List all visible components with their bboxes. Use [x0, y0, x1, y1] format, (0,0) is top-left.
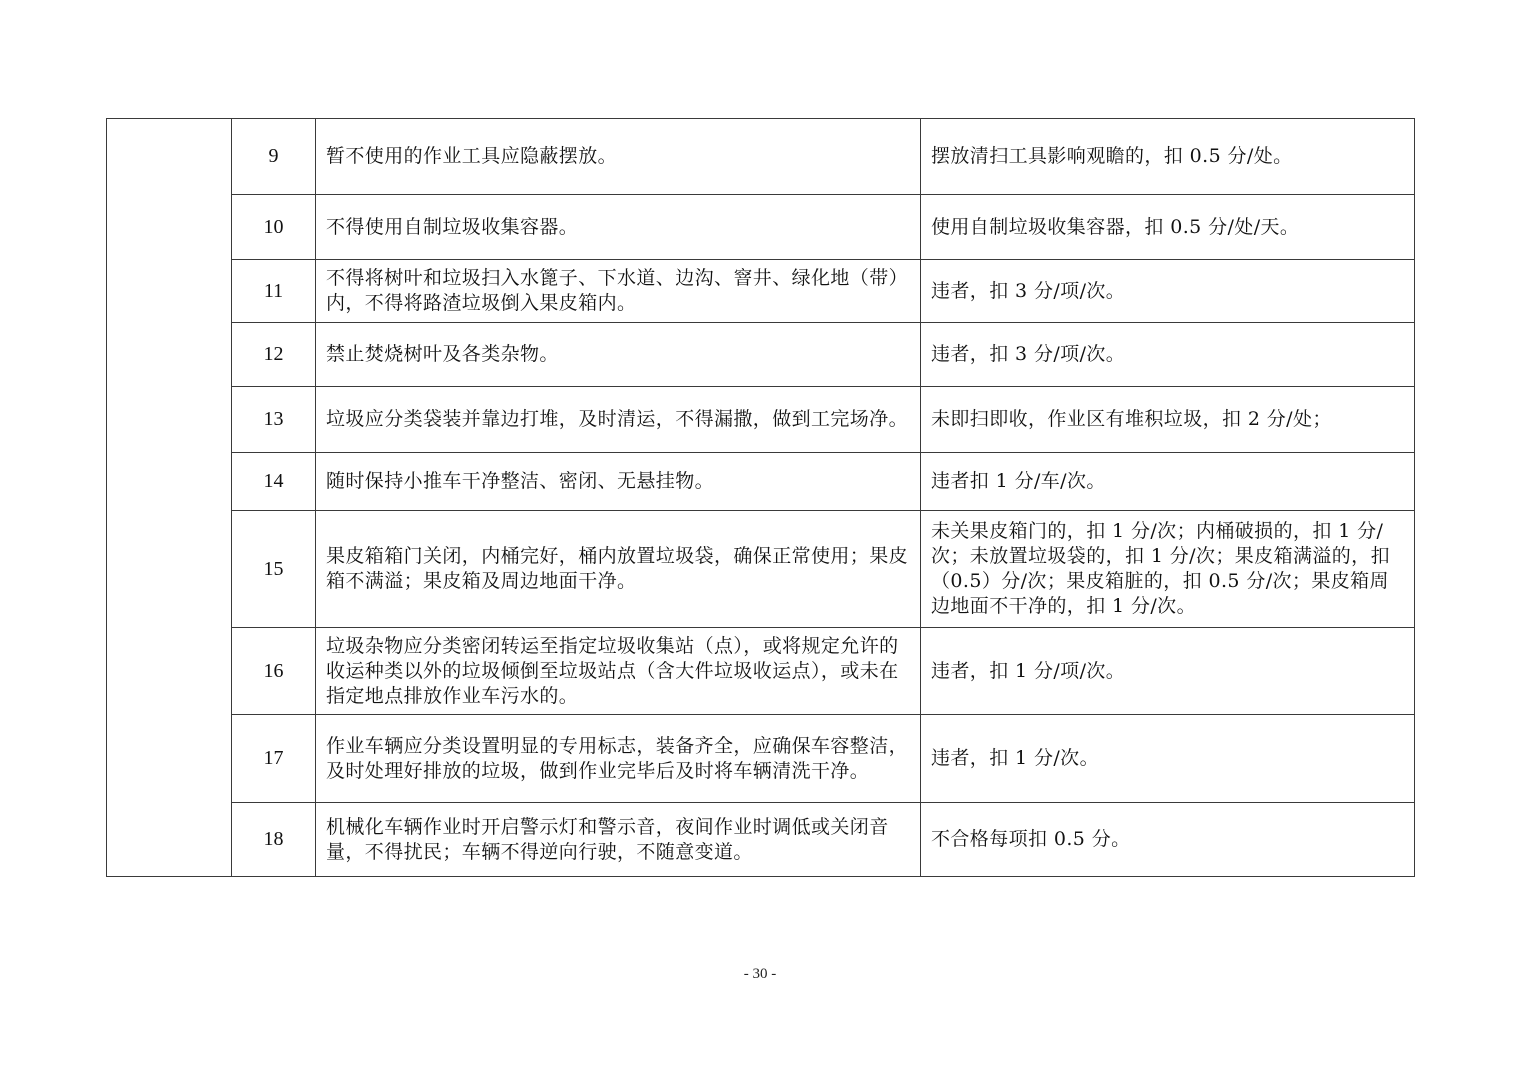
- table-row: [107, 119, 1415, 195]
- standards-table: [106, 118, 1415, 877]
- deduction-cell: 使用自制垃圾收集容器，扣 0.5 分/处/天。: [921, 195, 1415, 260]
- row-number: 12: [232, 323, 316, 387]
- requirement-cell: 机械化车辆作业时开启警示灯和警示音，夜间作业时调低或关闭音量，不得扰民；车辆不得逆向行驶，不随意变道。: [316, 803, 921, 877]
- requirement-cell: 不得将树叶和垃圾扫入水篦子、下水道、边沟、窨井、绿化地（带）内，不得将路渣垃圾倒入果皮箱内。: [316, 260, 921, 323]
- row-number: 18: [232, 803, 316, 877]
- table-row: [107, 628, 1415, 715]
- requirement-cell: 不得使用自制垃圾收集容器。: [316, 195, 921, 260]
- row-number: 10: [232, 195, 316, 260]
- table-row: [107, 323, 1415, 387]
- requirement-cell: 暂不使用的作业工具应隐蔽摆放。: [316, 119, 921, 195]
- table-row: [107, 387, 1415, 453]
- table-row: [107, 715, 1415, 803]
- table-row: [107, 511, 1415, 628]
- deduction-cell: 摆放清扫工具影响观瞻的，扣 0.5 分/处。: [921, 119, 1415, 195]
- row-number: 13: [232, 387, 316, 453]
- page-number: - 30 -: [743, 966, 777, 982]
- row-number: 9: [232, 119, 316, 195]
- deduction-cell: 违者，扣 3 分/项/次。: [921, 323, 1415, 387]
- requirement-cell: 作业车辆应分类设置明显的专用标志，装备齐全，应确保车容整洁，及时处理好排放的垃圾，做到作业完毕后及时将车辆清洗干净。: [316, 715, 921, 803]
- requirement-cell: 随时保持小推车干净整洁、密闭、无悬挂物。: [316, 453, 921, 511]
- deduction-cell: 未关果皮箱门的，扣 1 分/次；内桶破损的，扣 1 分/次；未放置垃圾袋的，扣 1 分/次；果皮箱满溢的，扣（0.5）分/次；果皮箱脏的，扣 0.5 分/次；果皮箱周边地面不干净的，扣 1 分/次。: [921, 511, 1415, 628]
- row-number: 15: [232, 511, 316, 628]
- deduction-cell: 违者，扣 1 分/项/次。: [921, 628, 1415, 715]
- requirement-cell: 禁止焚烧树叶及各类杂物。: [316, 323, 921, 387]
- requirement-cell: 垃圾杂物应分类密闭转运至指定垃圾收集站（点），或将规定允许的收运种类以外的垃圾倾倒至垃圾站点（含大件垃圾收运点），或未在指定地点排放作业车污水的。: [316, 628, 921, 715]
- table-row: [107, 803, 1415, 877]
- table-row: [107, 195, 1415, 260]
- row-number: 17: [232, 715, 316, 803]
- table-row: [107, 260, 1415, 323]
- deduction-cell: 不合格每项扣 0.5 分。: [921, 803, 1415, 877]
- row-number: 14: [232, 453, 316, 511]
- table-row: [107, 453, 1415, 511]
- category-cell: [107, 119, 232, 877]
- deduction-cell: 违者，扣 3 分/项/次。: [921, 260, 1415, 323]
- row-number: 11: [232, 260, 316, 323]
- requirement-cell: 果皮箱箱门关闭，内桶完好，桶内放置垃圾袋，确保正常使用；果皮箱不满溢；果皮箱及周边地面干净。: [316, 511, 921, 628]
- deduction-cell: 违者扣 1 分/车/次。: [921, 453, 1415, 511]
- requirement-cell: 垃圾应分类袋装并靠边打堆，及时清运，不得漏撒，做到工完场净。: [316, 387, 921, 453]
- deduction-cell: 未即扫即收，作业区有堆积垃圾，扣 2 分/处；: [921, 387, 1415, 453]
- row-number: 16: [232, 628, 316, 715]
- deduction-cell: 违者，扣 1 分/次。: [921, 715, 1415, 803]
